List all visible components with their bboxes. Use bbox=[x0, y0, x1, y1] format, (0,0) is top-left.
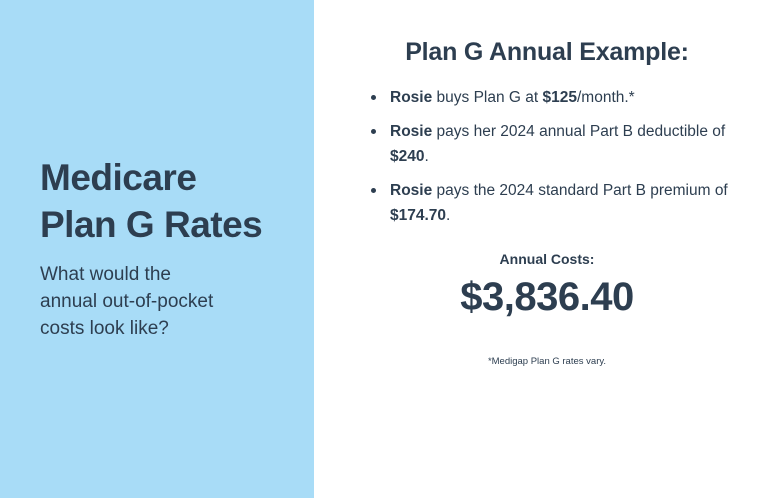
page-subtitle bbox=[40, 262, 274, 343]
list-item bbox=[386, 85, 744, 110]
bullet-text-1: pays the 2024 standard Part B premium of bbox=[432, 182, 728, 200]
bullet-person-name: Rosie bbox=[390, 89, 433, 106]
page-title-line-2: Plan G Rates bbox=[40, 203, 263, 245]
bullet-text-2: . bbox=[446, 207, 451, 225]
bullet-person-name: Rosie bbox=[390, 123, 433, 141]
example-bullet-list bbox=[368, 85, 744, 229]
annual-costs-label: Annual Costs: bbox=[499, 250, 595, 267]
page-title-line-1: Medicare bbox=[40, 157, 197, 199]
bullet-text-1: pays her 2024 annual Part B deductible of bbox=[432, 123, 726, 141]
bullet-text-1: buys Plan G at bbox=[432, 89, 543, 106]
page-title bbox=[40, 155, 274, 248]
list-item bbox=[386, 178, 744, 228]
bullet-amount: $125 bbox=[542, 89, 577, 106]
example-heading: Plan G Annual Example: bbox=[405, 38, 689, 66]
bullet-text-2: /month.* bbox=[576, 89, 635, 106]
page-subtitle-line-2: annual out-of-pocket bbox=[40, 290, 214, 312]
bullet-amount: $174.70 bbox=[390, 207, 447, 225]
bullet-person-name: Rosie bbox=[390, 182, 433, 200]
page-subtitle-line-3: costs look like? bbox=[40, 317, 169, 339]
list-item bbox=[386, 119, 744, 169]
page-subtitle-line-1: What would the bbox=[40, 263, 171, 285]
annual-costs-total: $3,836.40 bbox=[460, 274, 634, 319]
footnote: *Medigap Plan G rates vary. bbox=[487, 355, 607, 367]
bullet-amount: $240 bbox=[390, 148, 425, 166]
left-panel bbox=[0, 0, 314, 498]
right-panel bbox=[314, 0, 780, 498]
bullet-text-2: . bbox=[424, 148, 429, 166]
